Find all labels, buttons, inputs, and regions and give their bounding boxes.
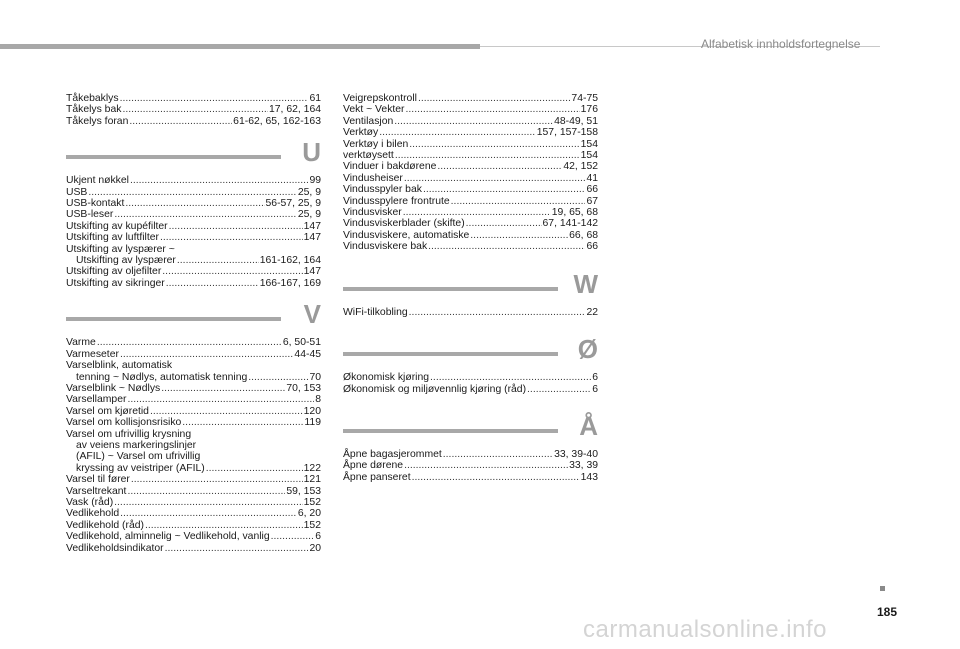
index-entry-head: Varsel om ufrivillig krysning [66, 428, 192, 440]
index-entry [66, 93, 321, 104]
entry-term: Utskifting av oljefilter [66, 266, 162, 278]
entry-group-t [66, 93, 321, 127]
index-entry [343, 241, 598, 252]
entry-group-v2 [66, 383, 321, 429]
letter-rule [343, 287, 558, 291]
letter-oe: Ø [577, 334, 598, 365]
index-entry [343, 104, 598, 115]
entry-term: Vedlikehold [66, 508, 120, 520]
entry-term: Ukjent nøkkel [66, 175, 129, 187]
entry-pages: 67 [586, 195, 598, 207]
entry-pages: 122 [303, 462, 321, 474]
entry-pages: 33, 39-40 [554, 448, 598, 460]
entry-pages: 157, 157-158 [536, 127, 598, 139]
entry-pages: 6 [592, 383, 598, 395]
entry-leader-dots [466, 218, 542, 229]
entry-leader-dots [114, 497, 303, 508]
letter-heading-w [343, 269, 598, 307]
entry-leader-dots [451, 196, 586, 207]
entry-term: USB [66, 186, 88, 198]
index-entry [66, 337, 321, 348]
entry-leader-dots [206, 463, 303, 474]
entry-leader-dots [129, 116, 232, 127]
index-entry [343, 173, 598, 184]
entry-leader-dots [88, 187, 297, 198]
entry-term: Tåkelys bak [66, 104, 122, 116]
entry-leader-dots [169, 221, 303, 232]
entry-pages: 66, 68 [569, 229, 598, 241]
entry-group-u2 [66, 266, 321, 289]
entry-term: kryssing av veistriper (AFIL) [76, 462, 205, 474]
index-entry-head: Utskifting av lyspærer ~ [66, 243, 175, 255]
entry-pages: 44-45 [294, 348, 321, 360]
index-entry [66, 349, 321, 360]
entry-pages: 67, 141-142 [542, 218, 598, 230]
entry-term: Utskifting av luftfilter [66, 232, 159, 244]
page-marker [880, 586, 885, 591]
entry-leader-dots [271, 531, 315, 542]
entry-pages: 66 [586, 184, 598, 196]
entry-leader-dots [125, 198, 264, 209]
letter-rule [343, 352, 558, 356]
entry-pages: 176 [580, 104, 598, 116]
index-entry [343, 184, 598, 195]
index-entry [66, 520, 321, 531]
entry-pages: 6, 20 [297, 508, 321, 520]
entry-term: Varsel om kollisjonsrisiko [66, 417, 182, 429]
entry-term: Ventilasjon [343, 115, 394, 127]
entry-term: Varseltrekant [66, 485, 127, 497]
index-entry [343, 384, 598, 395]
entry-pages: 20 [309, 542, 321, 554]
entry-pages: 6 [592, 372, 598, 384]
entry-leader-dots [160, 232, 303, 243]
entry-group-w [343, 307, 598, 318]
entry-group-oe [343, 372, 598, 395]
index-entry [343, 161, 598, 172]
entry-leader-dots [406, 104, 580, 115]
index-entry [66, 232, 321, 243]
index-entry [66, 394, 321, 405]
entry-term: Varsel til fører [66, 474, 130, 486]
index-entry [66, 497, 321, 508]
index-entry [66, 474, 321, 485]
index-entry [343, 150, 598, 161]
entry-term: Varsellamper [66, 394, 127, 406]
index-entry [343, 127, 598, 138]
entry-term: Varme [66, 337, 96, 349]
letter-heading-aa [343, 411, 598, 449]
entry-pages: 99 [309, 175, 321, 187]
entry-term: Vindusviskerblader (skifte) [343, 218, 465, 230]
index-entry [66, 104, 321, 115]
index-entry-continuation: (AFIL) ~ Varsel om ufrivillig [76, 451, 201, 463]
entry-leader-dots [182, 417, 303, 428]
entry-pages: 41 [586, 172, 598, 184]
entry-leader-dots [122, 104, 268, 115]
index-entry [343, 449, 598, 460]
index-entry [343, 218, 598, 229]
letter-u: U [302, 137, 321, 168]
entry-term: Vedlikehold (råd) [66, 519, 144, 531]
entry-term: Utskifting av lyspærer [76, 255, 176, 267]
index-entry [66, 486, 321, 497]
entry-term: Tåkelys foran [66, 115, 129, 127]
index-entry [343, 372, 598, 383]
index-entry [66, 417, 321, 428]
entry-term: Vindusspylere frontrute [343, 195, 450, 207]
entry-leader-dots [428, 241, 585, 252]
entry-term: Vindusvisker [343, 207, 402, 219]
entry-pages: 66 [586, 241, 598, 253]
index-entry [66, 198, 321, 209]
index-entry [66, 508, 321, 519]
entry-term: Vedlikehold, alminnelig ~ Vedlikehold, vanlig [66, 531, 270, 543]
entry-leader-dots [379, 127, 536, 138]
index-entry-head: Varselblink, automatisk [66, 360, 173, 372]
entry-pages: 25, 9 [297, 209, 321, 221]
entry-leader-dots [423, 184, 585, 195]
entry-term: Varmeseter [66, 348, 119, 360]
entry-leader-dots [404, 173, 586, 184]
index-entry [343, 196, 598, 207]
entry-pages: 147 [303, 232, 321, 244]
entry-term: Utskifting av sikringer [66, 277, 165, 289]
letter-heading-oe [343, 334, 598, 372]
entry-leader-dots [409, 307, 586, 318]
entry-leader-dots [150, 406, 303, 417]
letter-rule [66, 317, 281, 321]
index-entry [66, 175, 321, 186]
entry-leader-dots [403, 207, 551, 218]
entry-term: Økonomisk og miljøvennlig kjøring (råd) [343, 383, 527, 395]
index-entry [66, 266, 321, 277]
entry-term: Vedlikeholdsindikator [66, 542, 164, 554]
entry-pages: 147 [303, 220, 321, 232]
entry-leader-dots [177, 255, 259, 266]
index-entry [343, 139, 598, 150]
entry-group-aa [343, 449, 598, 483]
section-title: Alfabetisk innholdsfortegnelse [701, 37, 861, 51]
entry-leader-dots [394, 116, 553, 127]
entry-term: USB-kontakt [66, 198, 125, 210]
entry-pages: 154 [580, 138, 598, 150]
entry-term: tenning ~ Nødlys, automatisk tenning [76, 371, 248, 383]
entry-pages: 22 [586, 306, 598, 318]
entry-pages: 25, 9 [297, 186, 321, 198]
entry-term: Utskifting av kupéfilter [66, 220, 168, 232]
entry-sub-lyspaerer [66, 255, 321, 266]
entry-leader-dots [161, 383, 285, 394]
entry-pages: 19, 65, 68 [551, 207, 598, 219]
index-entry [343, 307, 598, 318]
entry-pages: 59, 153 [286, 485, 321, 497]
entry-group-v3 [66, 474, 321, 554]
entry-leader-dots [97, 337, 282, 348]
letter-rule [66, 155, 281, 159]
entry-term: Vindusheiser [343, 172, 403, 184]
entry-leader-dots [395, 150, 580, 161]
entry-leader-dots [162, 266, 302, 277]
entry-leader-dots [443, 449, 553, 460]
entry-group-v-right [343, 93, 598, 253]
index-entry [66, 221, 321, 232]
entry-group-u [66, 175, 321, 243]
index-column-left [66, 93, 321, 554]
index-entry [66, 372, 321, 383]
entry-term: Økonomisk kjøring [343, 372, 430, 384]
entry-pages: 61 [309, 93, 321, 104]
index-entry [66, 209, 321, 220]
page-number: 185 [877, 605, 898, 619]
index-entry [66, 406, 321, 417]
entry-pages: 8 [315, 394, 321, 406]
index-entry-continuation: av veiens markeringslinjer [76, 439, 197, 451]
index-entry [66, 187, 321, 198]
entry-term: Åpne bagasjerommet [343, 448, 442, 460]
entry-pages: 61-62, 65, 162-163 [233, 115, 321, 127]
entry-pages: 147 [303, 266, 321, 278]
entry-leader-dots [248, 372, 308, 383]
entry-term: Åpne dørene [343, 460, 404, 472]
entry-leader-dots [470, 230, 568, 241]
index-entry [66, 116, 321, 127]
entry-pages: 143 [580, 471, 598, 483]
entry-term: Verktøy i bilen [343, 138, 409, 150]
index-entry [66, 543, 321, 554]
entry-pages: 152 [303, 496, 321, 508]
header-bar [0, 44, 480, 49]
index-entry [343, 460, 598, 471]
entry-group-v1 [66, 337, 321, 360]
entry-leader-dots [437, 161, 562, 172]
entry-leader-dots [165, 543, 309, 554]
entry-sub-varselblink [66, 372, 321, 383]
index-entry [66, 463, 321, 474]
entry-leader-dots [166, 278, 259, 289]
entry-leader-dots [127, 394, 314, 405]
entry-term: USB-leser [66, 209, 114, 221]
entry-leader-dots [527, 384, 591, 395]
entry-pages: 17, 62, 164 [269, 104, 321, 116]
entry-term: Varsel om kjøretid [66, 405, 149, 417]
letter-aa: Å [579, 410, 598, 441]
index-entry [343, 207, 598, 218]
entry-leader-dots [418, 93, 570, 104]
entry-term: Vindusviskere bak [343, 241, 428, 253]
entry-leader-dots [114, 209, 297, 220]
letter-w: W [573, 268, 598, 299]
letter-v: V [303, 299, 321, 330]
entry-leader-dots [130, 175, 308, 186]
entry-term: WiFi-tilkobling [343, 306, 408, 318]
index-entry [66, 531, 321, 542]
entry-pages: 121 [303, 474, 321, 486]
entry-pages: 48-49, 51 [554, 115, 598, 127]
entry-term: Veigrepskontroll [343, 93, 417, 104]
entry-pages: 33, 39 [569, 460, 598, 472]
entry-term: Varselblink ~ Nødlys [66, 382, 161, 394]
entry-leader-dots [145, 520, 303, 531]
entry-leader-dots [430, 372, 591, 383]
index-entry [343, 93, 598, 104]
entry-pages: 119 [304, 417, 321, 429]
watermark: carmanualsonline.info [583, 616, 827, 643]
entry-pages: 56-57, 25, 9 [265, 198, 321, 210]
entry-term: Tåkebaklys [66, 93, 119, 104]
entry-leader-dots [412, 472, 580, 483]
entry-pages: 6 [315, 531, 321, 543]
entry-pages: 74-75 [571, 93, 598, 104]
entry-term: verktøysett [343, 150, 394, 162]
entry-pages: 6, 50-51 [282, 337, 321, 349]
entry-pages: 166-167, 169 [259, 277, 321, 289]
entry-pages: 70 [309, 371, 321, 383]
entry-pages: 70, 153 [286, 382, 321, 394]
index-entry [343, 230, 598, 241]
index-entry [343, 116, 598, 127]
entry-term: Vindusspyler bak [343, 184, 422, 196]
entry-term: Vask (råd) [66, 496, 114, 508]
entry-term: Vinduer i bakdørene [343, 161, 437, 173]
entry-leader-dots [409, 139, 579, 150]
entry-leader-dots [404, 460, 568, 471]
index-column-right [343, 93, 598, 483]
entry-leader-dots [131, 474, 303, 485]
entry-leader-dots [127, 486, 285, 497]
entry-term: Åpne panseret [343, 471, 411, 483]
entry-pages: 154 [580, 150, 598, 162]
entry-leader-dots [120, 508, 297, 519]
entry-leader-dots [120, 93, 309, 104]
entry-term: Vindusviskere, automatiske [343, 229, 470, 241]
letter-heading-u [66, 137, 321, 175]
letter-heading-v [66, 299, 321, 337]
letter-rule [343, 429, 558, 433]
entry-term: Verktøy [343, 127, 379, 139]
index-entry [343, 472, 598, 483]
entry-pages: 161-162, 164 [259, 255, 321, 267]
entry-sub-afil [66, 463, 321, 474]
entry-leader-dots [120, 349, 293, 360]
entry-pages: 152 [303, 519, 321, 531]
entry-pages: 42, 152 [563, 161, 598, 173]
index-entry [66, 255, 321, 266]
entry-term: Vekt ~ Vekter [343, 104, 405, 116]
index-entry [66, 278, 321, 289]
index-entry [66, 383, 321, 394]
entry-pages: 120 [303, 405, 321, 417]
